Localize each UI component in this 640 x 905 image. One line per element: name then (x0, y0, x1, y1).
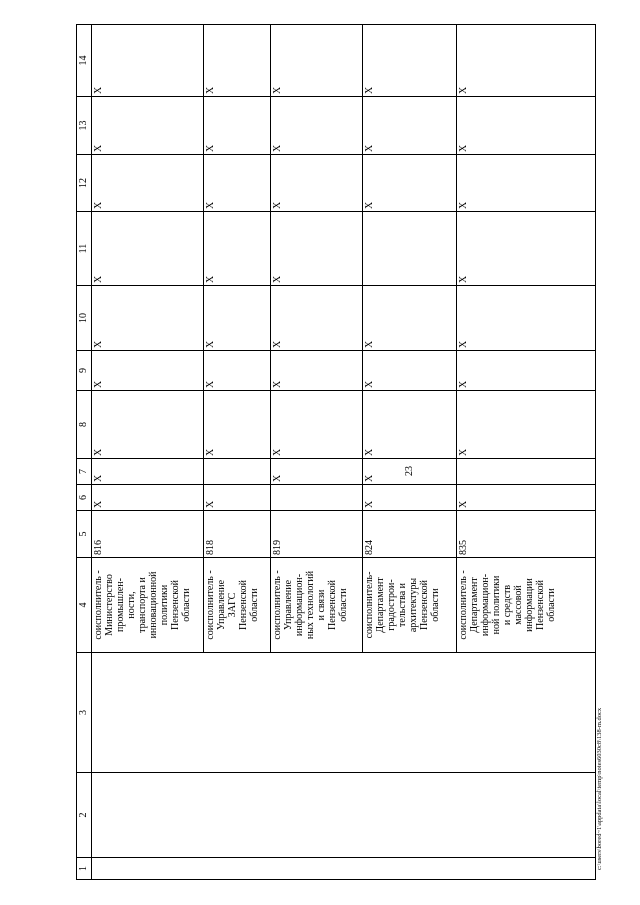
executor-line: соисполнитель - (93, 570, 104, 640)
mark-cell: X (363, 459, 457, 485)
mark-cell: X (271, 286, 363, 351)
mark-cell: X (271, 25, 363, 97)
mark-cell: X (457, 25, 596, 97)
mark-cell: X (92, 459, 204, 485)
mark-cell: X (204, 351, 271, 391)
col-header-1: 1 (77, 858, 92, 880)
code-cell: 824 (363, 511, 457, 558)
cell-col2 (92, 773, 596, 858)
executor-line: ности, (126, 591, 137, 619)
mark-cell: X (92, 286, 204, 351)
mark-cell: X (363, 155, 457, 212)
executor-line: информацион- (294, 573, 305, 637)
rotated-table-container (76, 25, 596, 880)
mark-cell: X (92, 391, 204, 459)
mark-cell: X (457, 97, 596, 155)
mark-cell: X (92, 485, 204, 511)
executor-line: Пензенской (327, 580, 338, 630)
col-header-12: 12 (77, 155, 92, 212)
mark-cell: X (363, 25, 457, 97)
mark-cell: X (457, 351, 596, 391)
executor-line: архитектуры (408, 577, 419, 633)
executor-line: области (249, 588, 260, 622)
executor-line: области (181, 588, 192, 622)
cell-col1 (92, 858, 596, 880)
code-cell: 816 (92, 511, 204, 558)
executor-line: Департамент (375, 577, 386, 633)
col-header-11: 11 (77, 212, 92, 286)
mark-cell (457, 459, 596, 485)
mark-cell: X (92, 351, 204, 391)
col-header-4: 4 (77, 558, 92, 653)
page-number: 23 (404, 466, 415, 476)
executor-line: инновационной (148, 571, 159, 639)
mark-cell: X (457, 212, 596, 286)
executor-line: Управление (283, 579, 294, 631)
executor-line: Департамент (469, 577, 480, 633)
executor-line: информацион- (480, 573, 491, 637)
mark-cell: X (92, 97, 204, 155)
mark-cell (204, 459, 271, 485)
executor-line: ЗАГС (227, 592, 238, 618)
col-header-5: 5 (77, 511, 92, 558)
mark-cell: X (92, 25, 204, 97)
mark-cell: X (457, 391, 596, 459)
mark-cell: X (204, 155, 271, 212)
executor-line: градострои- (386, 579, 397, 631)
mark-cell: X (457, 485, 596, 511)
mark-cell: X (363, 391, 457, 459)
code-cell: 835 (457, 511, 596, 558)
executor-cell (92, 558, 204, 653)
col-header-6: 6 (77, 485, 92, 511)
col-header-13: 13 (77, 97, 92, 155)
mark-cell (271, 485, 363, 511)
mark-cell: X (457, 286, 596, 351)
mark-cell: X (271, 97, 363, 155)
mark-cell (363, 212, 457, 286)
col-header-9: 9 (77, 351, 92, 391)
executor-cell (363, 558, 457, 653)
executor-line: Пензенской (170, 580, 181, 630)
executor-line: информации (524, 578, 535, 632)
executor-line: промышлен- (115, 577, 126, 633)
executor-line: области (338, 588, 349, 622)
executor-line: ной политики (491, 575, 502, 635)
mark-cell: X (204, 212, 271, 286)
mark-cell: X (363, 97, 457, 155)
executor-line: тельства и (397, 582, 408, 628)
col-header-8: 8 (77, 391, 92, 459)
col-header-3: 3 (77, 653, 92, 773)
mark-cell: X (92, 155, 204, 212)
executor-line: политики (159, 584, 170, 626)
mark-cell: X (457, 155, 596, 212)
executor-line: Пензенской (419, 580, 430, 630)
mark-cell: X (204, 391, 271, 459)
mark-cell: X (204, 97, 271, 155)
col-header-14: 14 (77, 25, 92, 97)
executor-line: соисполнитель- (364, 571, 375, 639)
executor-line: Управление (216, 579, 227, 631)
mark-cell: X (363, 485, 457, 511)
code-cell: 818 (204, 511, 271, 558)
executor-line: ных технологий (305, 570, 316, 640)
col-header-7: 7 (77, 459, 92, 485)
mark-cell: X (204, 25, 271, 97)
mark-cell: X (271, 212, 363, 286)
executor-line: транспорта и (137, 577, 148, 633)
executor-line: Пензенской (535, 580, 546, 630)
header-row (77, 25, 92, 880)
executor-line: массовой (513, 585, 524, 625)
mark-cell: X (204, 286, 271, 351)
data-table (76, 24, 596, 880)
mark-cell: X (271, 391, 363, 459)
mark-cell: X (271, 459, 363, 485)
executor-line: соисполнитель - (458, 570, 469, 640)
executor-line: области (430, 588, 441, 622)
executor-line: Пензенской (238, 580, 249, 630)
cell-col3 (92, 653, 596, 773)
executor-line: Министерство (104, 574, 115, 636)
executor-line: и средств (502, 584, 513, 626)
executor-line: соисполнитель - (205, 570, 216, 640)
mark-cell: X (363, 351, 457, 391)
executor-line: соисполнитель - (272, 570, 283, 640)
mark-cell: X (271, 155, 363, 212)
mark-cell: X (92, 212, 204, 286)
executor-line: и связи (316, 589, 327, 621)
executor-cell (457, 558, 596, 653)
mark-cell: X (271, 351, 363, 391)
mark-cell: X (204, 485, 271, 511)
executor-cell (204, 558, 271, 653)
mark-cell: X (363, 286, 457, 351)
executor-line: области (546, 588, 557, 622)
executor-cell (271, 558, 363, 653)
code-cell: 819 (271, 511, 363, 558)
col-header-2: 2 (77, 773, 92, 858)
footer-file-path: c:\users\bored~1\appdata\local\temp\notes6030c8\138-m.docx (596, 707, 603, 870)
col-header-10: 10 (77, 286, 92, 351)
table-row (92, 25, 204, 880)
